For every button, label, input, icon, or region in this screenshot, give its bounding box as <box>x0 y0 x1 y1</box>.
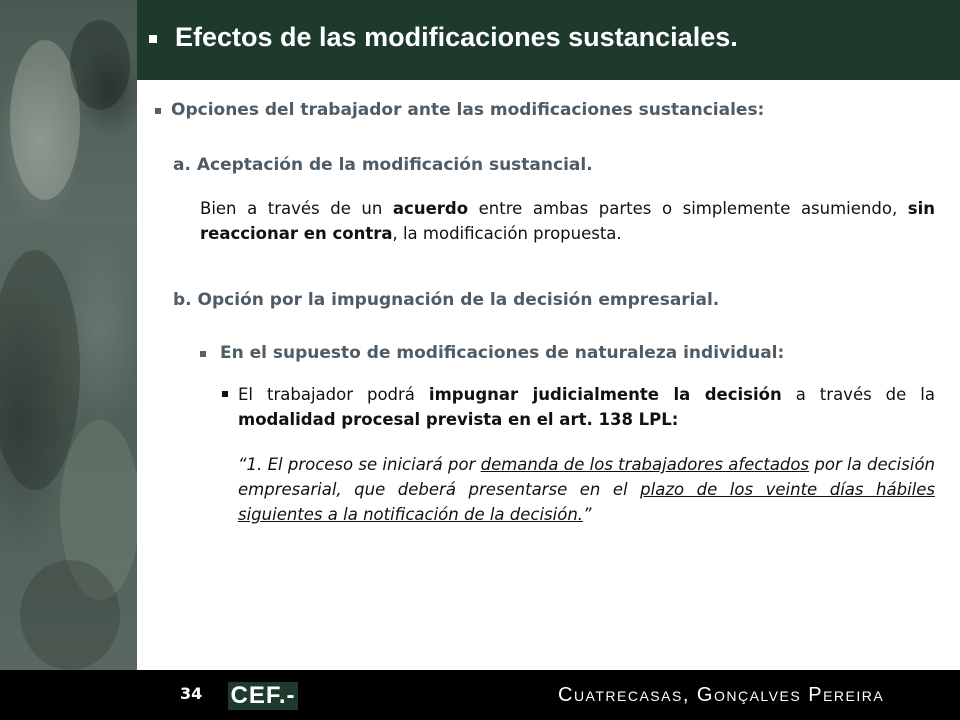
square-bullet-icon <box>155 108 161 114</box>
section-b-heading: b. Opción por la impugnación de la decisión empresarial. <box>173 290 720 310</box>
title-bullet-icon <box>149 35 157 43</box>
firm-logo: Cuatrecasas, Gonçalves Pereira <box>558 684 885 706</box>
section-a-paragraph: Bien a través de un acuerdo entre ambas partes o simplemente asumiendo, sin reaccionar en contra, la modificación propuesta. <box>200 199 935 243</box>
decorative-photo-panel <box>0 0 137 720</box>
square-bullet-icon <box>222 391 228 397</box>
section-a-heading: a. Aceptación de la modificación sustancial. <box>173 155 593 175</box>
page-number: 34 <box>180 684 203 703</box>
square-bullet-icon <box>200 351 206 357</box>
legal-quote: “1. El proceso se iniciará por demanda de los trabajadores afectados por la decisión empresarial, que deberá presentarse en el plazo de los veinte días hábiles siguientes a la notificación de la decisión.” <box>238 455 935 524</box>
slide-title: Efectos de las modificaciones sustanciales. <box>175 22 738 52</box>
cef-logo: CEF.- <box>228 682 298 710</box>
